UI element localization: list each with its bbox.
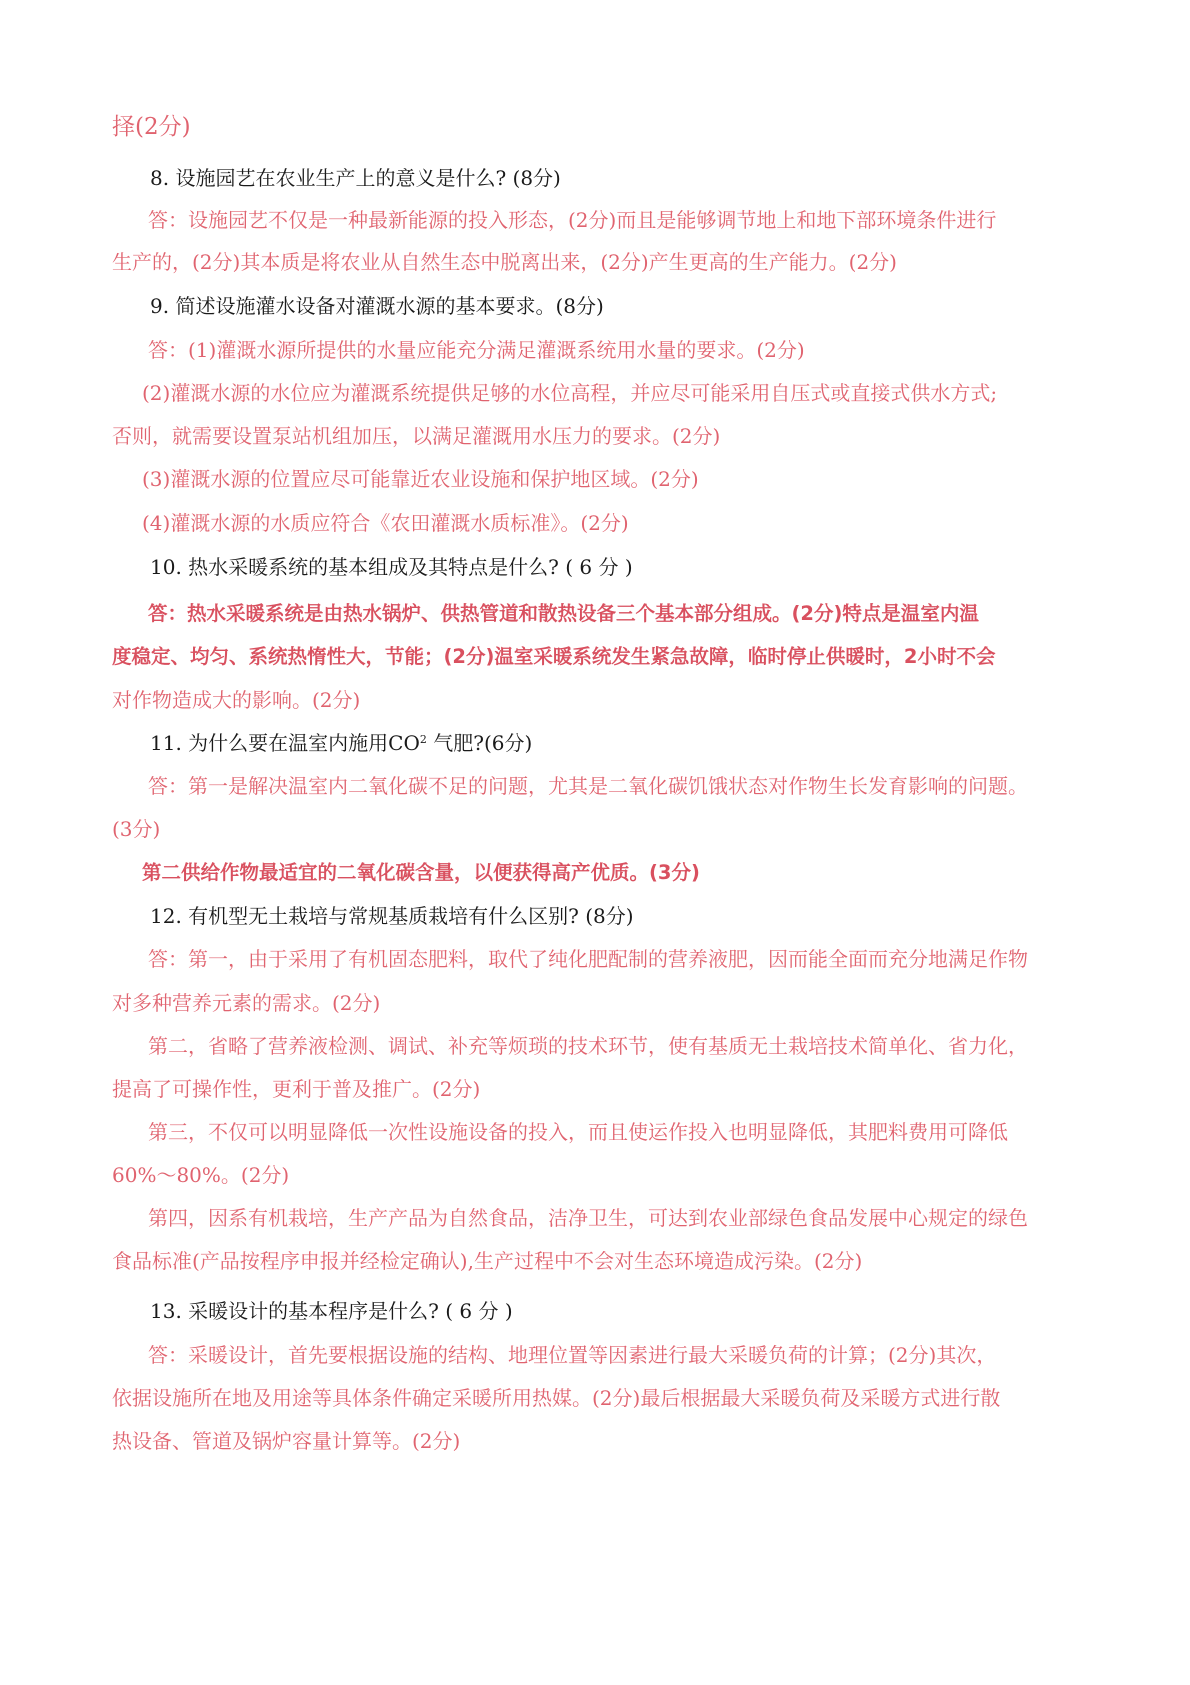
answer-9-line-5: (4)灌溉水源的水质应符合《农田灌溉水质标准》。(2分) [142,511,629,535]
question-11 [0,727,1190,756]
answer-13-line-3: 热设备、管道及锅炉容量计算等。(2分) [112,1429,461,1453]
answer-12-line-7: 第四，因系有机栽培，生产产品为自然食品，洁净卫生，可达到农业部绿色食品发展中心规定的绿色 [148,1206,1028,1230]
answer-9-line-3: 否则，就需要设置泵站机组加压，以满足灌溉用水压力的要求。(2分) [112,424,721,448]
question-10: 10. 热水采暖系统的基本组成及其特点是什么? ( 6 分 ) [150,555,633,579]
answer-12-line-3: 第二，省略了营养液检测、调试、补充等烦琐的技术环节，使有基质无土栽培技术简单化、省力化， [148,1034,1028,1058]
answer-12-line-1: 答：第一，由于采用了有机固态肥料，取代了纯化肥配制的营养液肥，因而能全面而充分地满足作物 [148,947,1028,971]
question-11-text: 11. 为什么要在温室内施用CO [150,731,420,755]
answer-11-line-2: (3分) [112,817,161,841]
answer-13-line-2: 依据设施所在地及用途等具体条件确定采暖所用热媒。(2分)最后根据最大采暖负荷及采暖方式进行散 [112,1386,1001,1410]
question-11-text-end: 气肥?(6分) [426,731,533,755]
answer-9-line-2: (2)灌溉水源的水位应为灌溉系统提供足够的水位高程，并应尽可能采用自压式或直接式供水方式; [142,381,998,405]
answer-12-line-6: 60%～80%。(2分) [112,1163,290,1187]
answer-9-line-1: 答：(1)灌溉水源所提供的水量应能充分满足灌溉系统用水量的要求。(2分) [148,338,805,362]
answer-10-line-3: 对作物造成大的影响。(2分) [112,688,361,712]
answer-8-line-1: 答：设施园艺不仅是一种最新能源的投入形态，(2分)而且是能够调节地上和地下部环境条件进行 [148,208,997,232]
question-13: 13. 采暖设计的基本程序是什么? ( 6 分 ) [150,1299,513,1323]
answer-10-line-2: 度稳定、均匀、系统热惰性大，节能；(2分)温室采暖系统发生紧急故障，临时停止供暖时，2小时不会 [112,645,996,668]
answer-10-line-1: 答：热水采暖系统是由热水锅炉、供热管道和散热设备三个基本部分组成。(2分)特点是温室内温 [148,602,979,625]
question-8: 8. 设施园艺在农业生产上的意义是什么? (8分) [150,166,561,190]
answer-13-line-1: 答：采暖设计，首先要根据设施的结构、地理位置等因素进行最大采暖负荷的计算；(2分)其次， [148,1343,997,1367]
answer-8-line-2: 生产的，(2分)其本质是将农业从自然生态中脱离出来，(2分)产生更高的生产能力。(2分) [112,250,897,274]
answer-11-line-3: 第二供给作物最适宜的二氧化碳含量，以便获得高产优质。(3分) [142,861,700,884]
answer-12-line-2: 对多种营养元素的需求。(2分) [112,991,381,1015]
question-11-superscript: 2 [419,733,427,746]
answer-12-line-8: 食品标准(产品按程序申报并经检定确认),生产过程中不会对生态环境造成污染。(2分) [112,1249,863,1273]
question-12: 12. 有机型无土栽培与常规基质栽培有什么区别? (8分) [150,904,634,928]
answer-9-line-4: (3)灌溉水源的位置应尽可能靠近农业设施和保护地区域。(2分) [142,467,699,491]
answer-continuation: 择(2分) [112,114,191,140]
question-9: 9. 简述设施灌水设备对灌溉水源的基本要求。(8分) [150,294,604,318]
answer-12-line-4: 提高了可操作性，更利于普及推广。(2分) [112,1077,481,1101]
answer-11-line-1: 答：第一是解决温室内二氧化碳不足的问题，尤其是二氧化碳饥饿状态对作物生长发育影响的问题。 [148,774,1028,798]
answer-12-line-5: 第三，不仅可以明显降低一次性设施设备的投入，而且使运作投入也明显降低，其肥料费用可降低 [148,1120,1008,1144]
